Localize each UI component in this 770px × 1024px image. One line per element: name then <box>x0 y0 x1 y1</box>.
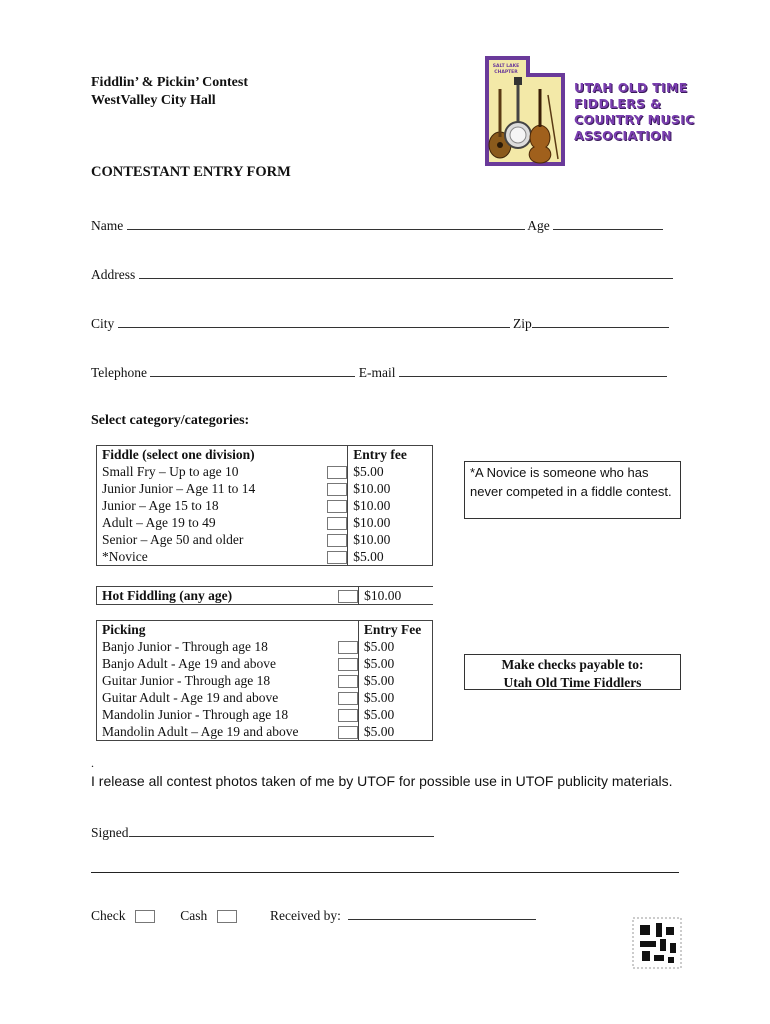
table-row <box>97 480 433 497</box>
category-fee: $10.00 <box>353 532 391 547</box>
category-checkbox[interactable] <box>327 551 347 564</box>
category-label: Banjo Adult - Age 19 and above <box>102 656 276 671</box>
qr-code-icon <box>632 917 682 969</box>
zip-label: Zip <box>513 316 532 331</box>
category-fee: $5.00 <box>363 707 395 722</box>
org-line: ASSOCIATION <box>574 128 672 143</box>
category-fee: $5.00 <box>353 549 384 564</box>
table-row <box>97 689 433 706</box>
category-fee: $10.00 <box>353 515 391 530</box>
city-zip-row <box>91 315 669 332</box>
city-label: City <box>91 316 115 331</box>
org-line: COUNTRY MUSIC <box>574 112 695 127</box>
logo-graphic <box>484 55 566 167</box>
table-row <box>97 514 433 531</box>
event-venue: WestValley City Hall <box>91 93 216 108</box>
table-row <box>97 497 433 514</box>
table-header-row <box>97 446 433 464</box>
category-checkbox[interactable] <box>338 658 358 671</box>
category-label: Guitar Junior - Through age 18 <box>102 673 271 688</box>
signed-label: Signed <box>91 825 129 840</box>
category-label: Junior – Age 15 to 18 <box>102 498 219 513</box>
category-label: Mandolin Adult – Age 19 and above <box>102 724 299 739</box>
table-row <box>97 672 433 689</box>
divider <box>91 872 679 873</box>
table-header-row <box>97 621 433 639</box>
table-row <box>97 706 433 723</box>
category-fee: $5.00 <box>363 656 395 671</box>
telephone-label: Telephone <box>91 365 148 380</box>
category-fee: $5.00 <box>363 673 395 688</box>
email-field[interactable] <box>399 364 667 377</box>
cash-label: Cash <box>180 908 208 923</box>
cash-checkbox[interactable] <box>217 910 237 923</box>
event-header <box>91 74 248 110</box>
org-line: UTAH OLD TIME <box>574 80 688 95</box>
telephone-field[interactable] <box>150 364 355 377</box>
checks-note <box>464 654 681 690</box>
payment-row <box>91 907 536 924</box>
check-label: Check <box>91 908 126 923</box>
received-label: Received by: <box>270 908 341 923</box>
category-checkbox[interactable] <box>338 692 358 705</box>
category-label: Hot Fiddling (any age) <box>102 588 233 603</box>
name-age-row <box>91 217 663 234</box>
category-fee: $5.00 <box>363 724 395 739</box>
hot-fiddling-table <box>96 586 433 605</box>
fiddle-header: Fiddle (select one division) <box>102 447 255 462</box>
category-checkbox[interactable] <box>338 709 358 722</box>
svg-text:SALT LAKE: SALT LAKE <box>492 64 520 69</box>
table-row <box>97 463 433 480</box>
org-name <box>574 80 695 144</box>
received-by-field[interactable] <box>348 907 536 920</box>
table-row <box>97 531 433 548</box>
check-checkbox[interactable] <box>135 910 155 923</box>
address-field[interactable] <box>139 266 673 279</box>
category-checkbox[interactable] <box>338 641 358 654</box>
category-fee: $10.00 <box>353 481 391 496</box>
category-fee: $5.00 <box>363 690 395 705</box>
signed-row <box>91 824 434 841</box>
category-checkbox[interactable] <box>327 483 347 496</box>
category-checkbox[interactable] <box>338 675 358 688</box>
category-fee: $10.00 <box>364 588 402 603</box>
category-checkbox[interactable] <box>327 517 347 530</box>
age-field[interactable] <box>553 217 663 230</box>
category-label: Mandolin Junior - Through age 18 <box>102 707 289 722</box>
name-field[interactable] <box>127 217 525 230</box>
fee-header: Entry fee <box>353 447 407 462</box>
category-label: Senior – Age 50 and older <box>102 532 244 547</box>
category-label: Guitar Adult - Age 19 and above <box>102 690 279 705</box>
city-field[interactable] <box>118 315 510 328</box>
category-checkbox[interactable] <box>327 534 347 547</box>
zip-field[interactable] <box>532 315 669 328</box>
fiddle-table <box>96 445 433 566</box>
event-title: Fiddlin’ & Pickin’ Contest <box>91 75 248 90</box>
table-row <box>97 655 433 672</box>
form-title: CONTESTANT ENTRY FORM <box>91 164 291 180</box>
category-label: Adult – Age 19 to 49 <box>102 515 216 530</box>
table-row <box>97 723 433 741</box>
category-fee: $5.00 <box>353 464 384 479</box>
picking-header: Picking <box>102 622 146 637</box>
age-label: Age <box>527 218 550 233</box>
novice-note: *A Novice is someone who has never competed in a fiddle contest. <box>464 461 681 519</box>
category-checkbox[interactable] <box>338 590 358 603</box>
fee-header: Entry Fee <box>363 622 422 637</box>
category-label: *Novice <box>102 549 148 564</box>
release-statement: I release all contest photos taken of me by UTOF for possible use in UTOF publicity materials. <box>91 773 673 789</box>
category-checkbox[interactable] <box>327 500 347 513</box>
release-dot: . <box>91 756 94 770</box>
phone-email-row <box>91 364 667 381</box>
utof-logo <box>484 55 566 167</box>
table-row <box>97 548 433 566</box>
address-row <box>91 266 673 283</box>
category-label: Junior Junior – Age 11 to 14 <box>102 481 256 496</box>
checks-line-2: Utah Old Time Fiddlers <box>503 675 642 690</box>
table-row <box>97 587 434 605</box>
table-row <box>97 638 433 655</box>
email-label: E-mail <box>358 365 396 380</box>
name-label: Name <box>91 218 124 233</box>
category-checkbox[interactable] <box>327 466 347 479</box>
category-fee: $5.00 <box>363 639 395 654</box>
category-fee: $10.00 <box>353 498 391 513</box>
select-heading: Select category/categories: <box>91 413 250 428</box>
signature-field[interactable] <box>129 824 434 837</box>
category-label: Small Fry – Up to age 10 <box>102 464 239 479</box>
checks-line-1: Make checks payable to: <box>501 657 644 672</box>
category-label: Banjo Junior - Through age 18 <box>102 639 268 654</box>
org-line: FIDDLERS & <box>574 96 662 111</box>
svg-text:CHAPTER: CHAPTER <box>494 70 518 75</box>
picking-table <box>96 620 433 741</box>
address-label: Address <box>91 267 136 282</box>
category-checkbox[interactable] <box>338 726 358 739</box>
